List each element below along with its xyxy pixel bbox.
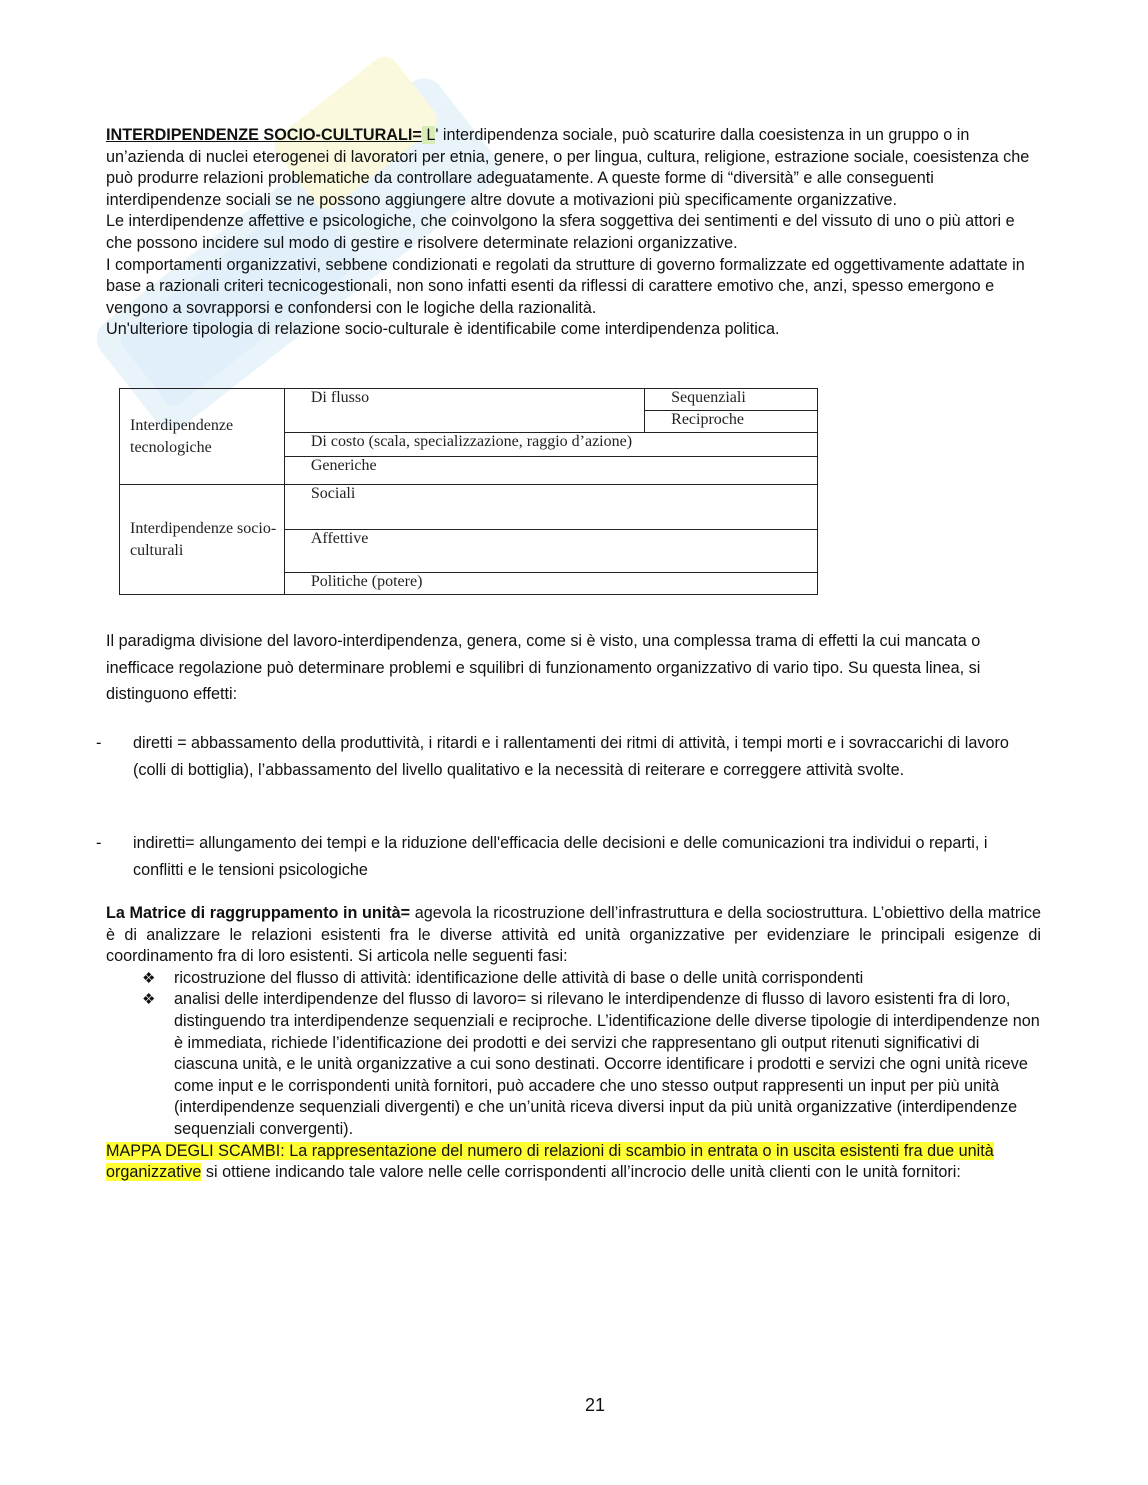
phases-list <box>106 968 1041 1141</box>
diamond-bullet-icon: ❖ <box>142 991 156 1009</box>
cell-reciproche: Reciproche <box>645 411 818 433</box>
list-item <box>96 730 1041 783</box>
paragraph-paradigma: Il paradigma divisione del lavoro-interdipendenza, genera, come si è visto, una complessa trama di effetti la cui mancata o inefficace regolazione può determinare problemi e squilibri di funzionamento organizzativo di vario tipo. Su questa linea, si distinguono effetti: <box>106 632 981 703</box>
effect-indiretti: indiretti= allungamento dei tempi e la riduzione dell'efficacia delle decisioni e delle comunicazioni tra individui o reparti, i conflitti e le tensioni psicologiche <box>133 834 988 879</box>
intro-text: ' interdipendenza sociale, può scaturire dalla coesistenza in un gruppo o in un’azienda di nuclei eterogenei di lavoratori per etnia, genere, o per lingua, cultura, religione, estrazione sociale, coesistenza che può produrre relazioni problematiche da controllare adeguatamente. A queste forme di “diversità” e alle conseguenti interdipendenze sociali se ne possono aggiungere altre dovute a motivazioni più specificamente organizzative. <box>106 126 1030 209</box>
cell-di-flusso: Di flusso <box>284 389 644 433</box>
list-item <box>106 968 1041 990</box>
dash-bullet: - <box>96 834 102 852</box>
mappa-text: si ottiene indicando tale valore nelle celle corrispondenti all’incrocio delle unità clienti con le unità fornitori: <box>201 1163 961 1182</box>
cell-di-costo: Di costo (scala, specializzazione, raggio d’azione) <box>284 433 817 457</box>
category-tecnologiche: Interdipendenze tecnologiche <box>120 389 285 485</box>
cell-sociali: Sociali <box>284 485 817 529</box>
cell-sequenziali: Sequenziali <box>645 389 818 411</box>
list-item <box>96 830 1041 883</box>
effects-list-diretti <box>96 730 1041 803</box>
effects-list-indiretti <box>96 830 1041 903</box>
page-number: 21 <box>584 1395 606 1415</box>
paragraph-politica: Un'ulteriore tipologia di relazione socio-culturale è identificabile come interdipendenza politica. <box>106 320 780 339</box>
cell-politiche: Politiche (potere) <box>284 572 817 594</box>
paragraph-affettive: Le interdipendenze affettive e psicologiche, che coinvolgono la sfera soggettiva dei sentimenti e del vissuto di uno o più attori e che possono incidere sul modo di gestire e risolvere determinate relazioni organizzative. <box>106 212 1015 252</box>
section-title: INTERDIPENDENZE SOCIO-CULTURALI= <box>106 126 422 144</box>
phase-analisi: analisi delle interdipendenze del flusso di lavoro= si rilevano le interdipendenze di flusso di lavoro esistenti fra di loro, distinguendo tra interdipendenze sequenziali e reciproche. L’identificazione delle diverse tipologie di interdipendenze non è immediata, richiede l’identificazione dei prodotti e dei servizi che rappresentano gli output ritenuti significativi di ciascuna unità, e le unità organizzative a cui sono destinati. Occorre identificare i prodotti e servizi che ogni unità riceve come input e le corrispondenti unità fornitori, può accadere che uno stesso output rappresenti un input per più unità (interdipendenze sequenziali divergenti) e che un’unità riceva diversi input da più unità organizzative (interdipendenze sequenziali convergenti). <box>174 990 1040 1138</box>
diamond-bullet-icon: ❖ <box>142 969 156 987</box>
matrice-title: La Matrice di raggruppamento in unità= <box>106 904 411 922</box>
category-socio-culturali: Interdipendenze socio-culturali <box>120 485 285 595</box>
lead-letter: L <box>421 126 436 144</box>
paragraph-comportamenti: I comportamenti organizzativi, sebbene condizionati e regolati da strutture di governo formalizzate ed oggettivamente adattate in base a razionali criteri tecnicogestionali, non sono infatti esenti da riflessi di carattere emotivo che, anzi, spesso emergono e vengono a sovrapporsi e confondersi con le logiche della razionalità. <box>106 255 1025 317</box>
interdependence-table <box>119 388 818 595</box>
phase-ricostruzione: ricostruzione del flusso di attività: identificazione delle attività di base o delle unità corrispondenti <box>174 968 864 987</box>
effect-diretti: diretti = abbassamento della produttività, i ritardi e i rallentamenti dei ritmi di attività, i tempi morti e i sovraccarichi di lavoro (colli di bottiglia), l’abbassamento del livello qualitativo e la necessità di reiterare e correggere attività svolte. <box>133 734 1009 779</box>
paragraph-intro <box>106 125 1041 211</box>
dash-bullet: - <box>96 734 102 752</box>
mappa-paragraph <box>106 1141 1041 1184</box>
matrice-intro <box>106 903 1041 968</box>
cell-affettive: Affettive <box>284 529 817 572</box>
matrice-text: agevola la ricostruzione dell’infrastruttura e della sociostruttura. L’obiettivo della matrice è di analizzare le relazioni esistenti fra le diverse attività ed unità organizzative per evidenziare le principali esigenze di coordinamento fra di loro esistenti. Si articola nelle seguenti fasi: <box>106 904 1041 966</box>
paragraph-matrice <box>106 903 1041 1184</box>
cell-generiche: Generiche <box>284 457 817 485</box>
mappa-highlight: MAPPA DEGLI SCAMBI: La rappresentazione del numero di relazioni di scambio in entrata o in uscita esistenti fra due unità organizzative <box>106 1141 994 1182</box>
paragraph-interdipendenze <box>106 125 1041 341</box>
list-item <box>106 989 1041 1140</box>
